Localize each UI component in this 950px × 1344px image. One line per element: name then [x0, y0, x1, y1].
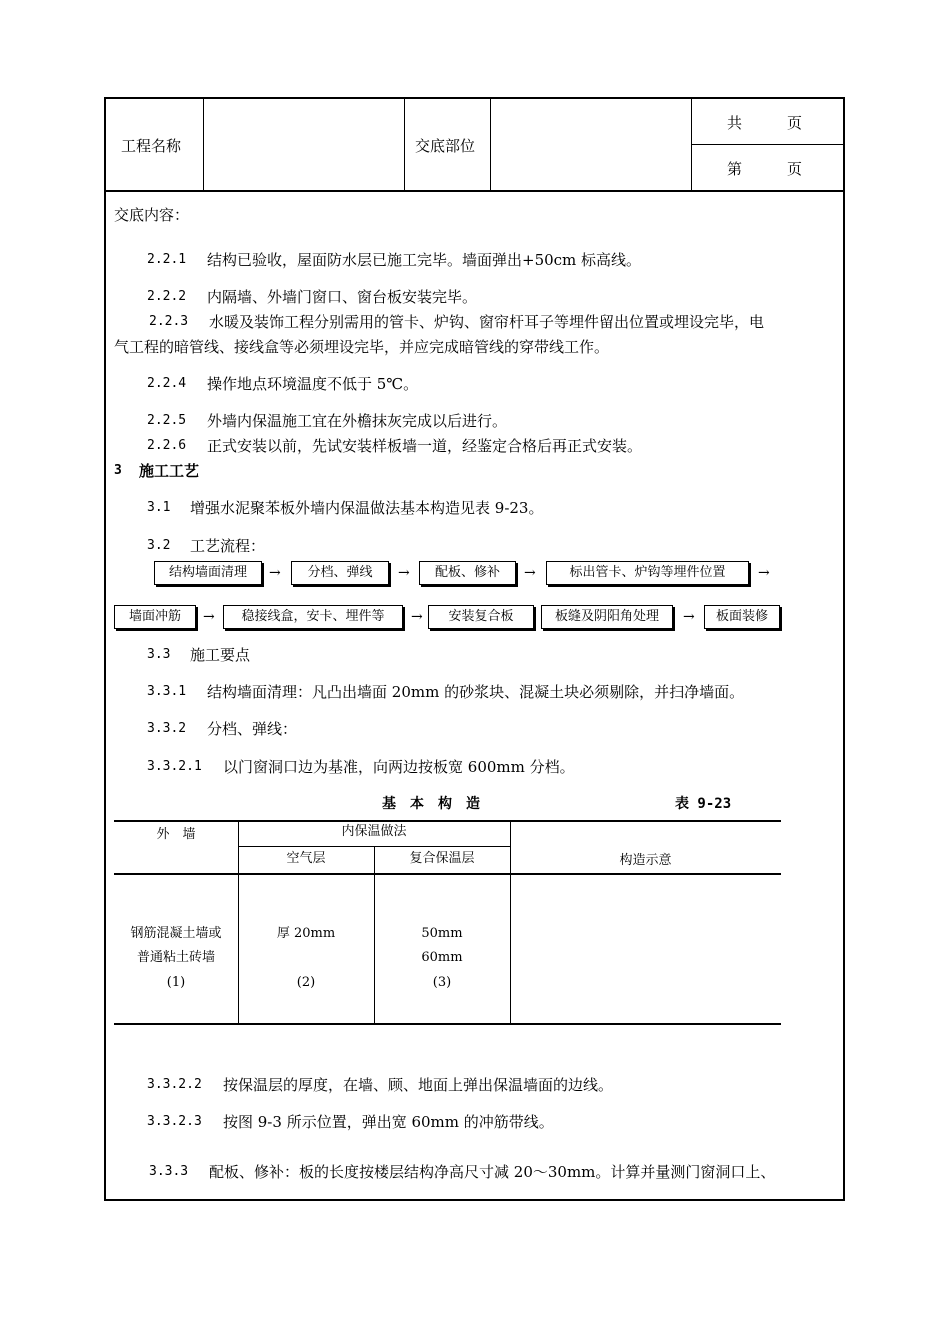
subsection-text: 施工要点	[190, 646, 251, 664]
header-bottom-line	[104, 190, 845, 192]
col-insulation: 内保温做法	[341, 824, 407, 839]
cell-composite-layer: 60mm	[421, 950, 463, 965]
section-number: 3	[114, 463, 122, 478]
col-air-layer: 空气层	[286, 851, 326, 866]
subsection-no: 3.3.2.1	[147, 759, 202, 774]
cell-wall-type: 钢筋混凝土墙或	[130, 926, 222, 941]
item-no: 2.2.3	[149, 314, 189, 329]
subsection-no: 3.3.1	[147, 684, 187, 699]
flow-step: 分档、弹线	[291, 561, 389, 585]
subsection-text: 配板、修补：板的长度按楼层结构净高尺寸减 20～30mm。计算并量测门窗洞口上、	[209, 1163, 776, 1181]
section-title: 施工工艺	[139, 462, 200, 480]
subsection-text: 按保温层的厚度，在墙、顾、地面上弹出保温墙面的边线。	[223, 1076, 614, 1094]
table-number: 表 9-23	[675, 796, 732, 812]
flow-step: 板缝及阴阳角处理	[541, 605, 673, 629]
flow-step: 板面装修	[704, 605, 780, 629]
subsection-text: 增强水泥聚苯板外墙内保温做法基本构造见表 9-23。	[190, 499, 544, 517]
item-text: 内隔墙、外墙门窗口、窗台板安装完毕。	[207, 288, 478, 306]
subsection-text: 以门窗洞口边为基准，向两边按板宽 600mm 分档。	[223, 758, 575, 776]
item-text: 操作地点环境温度不低于 5℃。	[207, 375, 419, 393]
subsection-text: 分档、弹线：	[207, 720, 298, 738]
item-no: 2.2.4	[147, 376, 187, 391]
cell-wall-type: 普通粘土砖墙	[136, 950, 215, 965]
page-number: 第 页	[727, 160, 803, 178]
subsection-text: 按图 9-3 所示位置，弹出宽 60mm 的冲筋带线。	[223, 1113, 554, 1131]
header-page-divider	[691, 144, 845, 145]
header-divider-3	[490, 97, 491, 191]
flow-step: 稳接线盒，安卡、埋件等	[223, 605, 403, 629]
flow-step: 安装复合板	[428, 605, 534, 629]
table-header-rule	[114, 873, 781, 875]
header-divider-1	[203, 97, 204, 191]
col-composite-layer: 复合保温层	[409, 851, 475, 866]
cell-wall-type: (1)	[166, 975, 186, 990]
flow-step: 标出管卡、炉钩等埋件位置	[546, 561, 749, 585]
flow-arrow: →	[203, 609, 215, 625]
flow-step: 墙面冲筋	[114, 605, 196, 629]
flow-arrow: →	[758, 565, 770, 581]
cell-composite-layer: 50mm	[421, 926, 463, 941]
item-text-continued: 气工程的暗管线、接线盒等必须埋设完毕，并应完成暗管线的穿带线工作。	[114, 338, 610, 356]
col-diagram: 构造示意	[619, 853, 672, 868]
flow-step: 配板、修补	[419, 561, 516, 585]
flow-arrow: →	[524, 565, 536, 581]
location-label: 交底部位	[415, 137, 476, 155]
subsection-no: 3.2	[147, 538, 171, 553]
flow-arrow: →	[398, 565, 410, 581]
subsection-no: 3.3.2.2	[147, 1077, 202, 1092]
col-outer-wall: 外 墙	[156, 827, 196, 842]
subsection-no: 3.3	[147, 647, 171, 662]
flow-arrow: →	[269, 565, 281, 581]
subsection-no: 3.3.2	[147, 721, 187, 736]
item-no: 2.2.6	[147, 438, 187, 453]
item-no: 2.2.1	[147, 252, 187, 267]
project-name-label: 工程名称	[121, 137, 182, 155]
flow-arrow: →	[411, 609, 423, 625]
table-bottom-rule	[114, 1023, 781, 1025]
content-label: 交底内容：	[114, 206, 190, 224]
item-no: 2.2.5	[147, 413, 187, 428]
flow-step: 结构墙面清理	[154, 561, 262, 585]
cell-air-layer: (2)	[296, 975, 316, 990]
header-divider-2	[404, 97, 405, 191]
cell-air-layer: 厚 20mm	[276, 926, 336, 941]
cell-composite-layer: (3)	[432, 975, 452, 990]
flow-arrow: →	[683, 609, 695, 625]
subsection-text: 结构墙面清理：凡凸出墙面 20mm 的砂浆块、混凝土块必须剔除，并扫净墙面。	[207, 683, 745, 701]
item-text: 水暖及装饰工程分别需用的管卡、炉钩、窗帘杆耳子等埋件留出位置或埋设完毕，电	[209, 313, 765, 331]
subsection-no: 3.1	[147, 500, 171, 515]
item-no: 2.2.2	[147, 289, 187, 304]
item-text: 结构已验收，屋面防水层已施工完毕。墙面弹出+50cm 标高线。	[207, 251, 642, 269]
subsection-no: 3.3.3	[149, 1164, 189, 1179]
table-title: 基 本 构 造	[382, 796, 480, 812]
subsection-no: 3.3.2.3	[147, 1114, 202, 1129]
item-text: 外墙内保温施工宜在外檐抹灰完成以后进行。	[207, 412, 508, 430]
item-text: 正式安装以前，先试安装样板墙一道，经鉴定合格后再正式安装。	[207, 437, 643, 455]
subsection-text: 工艺流程：	[190, 537, 266, 555]
total-pages: 共 页	[727, 114, 803, 132]
